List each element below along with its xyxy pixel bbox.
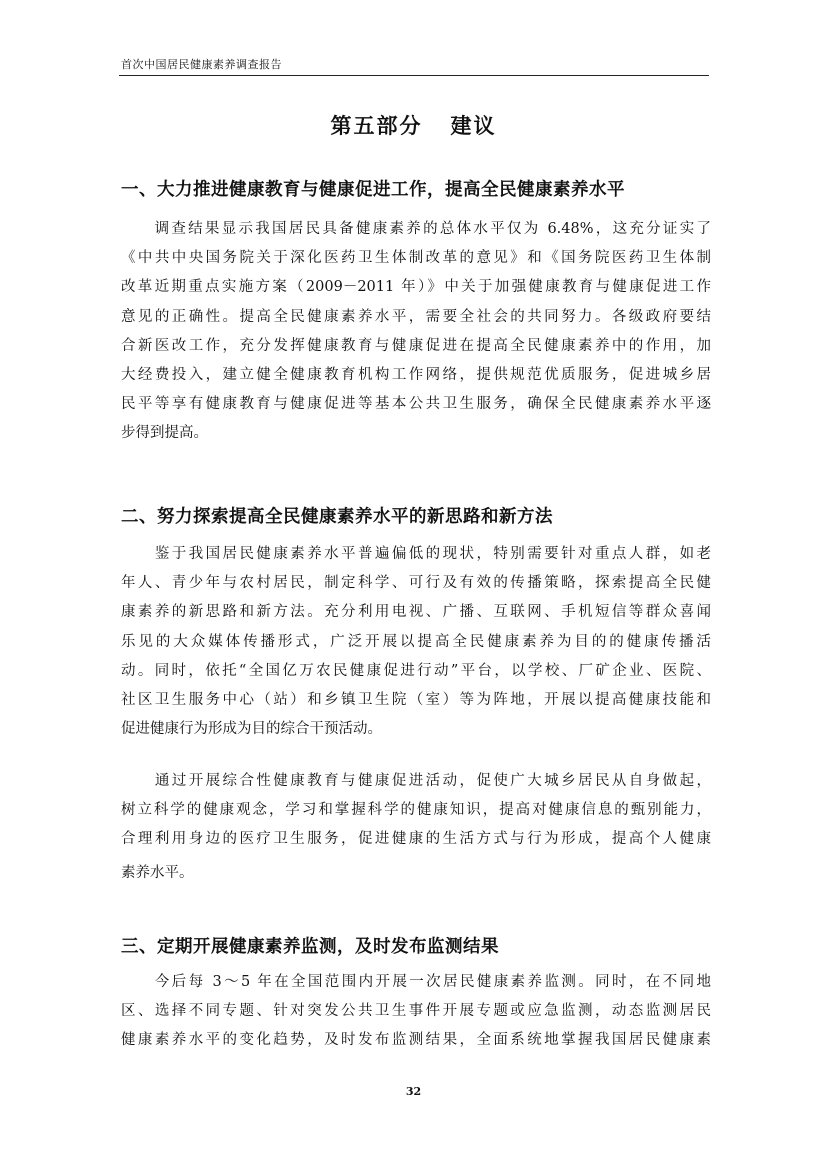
- page-number: 32: [405, 1085, 422, 1098]
- page-title: 第五部分 建议: [330, 114, 497, 138]
- paragraph-line: 步得到提高。: [121, 425, 208, 442]
- paragraph-line: 素养水平。: [121, 864, 194, 881]
- paragraph-line: 促进健康行为形成为目的综合干预活动。: [121, 721, 382, 738]
- paragraph-line: 乐见的大众媒体传播形式，广泛开展以提高全民健康素养为目的的健康传播活: [121, 633, 711, 650]
- paragraph-line: 合理利用身边的医疗卫生服务，促进健康的生活方式与行为形成，提高个人健康: [121, 831, 711, 848]
- paragraph-line: 意见的正确性。提高全民健康素养水平，需要全社会的共同努力。各级政府要结: [121, 308, 711, 325]
- section-heading-3: 三、定期开展健康素养监测，及时发布监测结果: [121, 937, 499, 957]
- paragraph-line: 改革近期重点实施方案（2009－2011 年）》中关于加强健康教育与健康促进工作: [121, 279, 711, 296]
- paragraph-line: 《中共中央国务院关于深化医药卫生体制改革的意见》和《国务院医药卫生体制: [121, 250, 711, 267]
- header-divider: [119, 75, 709, 76]
- paragraph-line: 年人、青少年与农村居民，制定科学、可行及有效的传播策略，探索提高全民健: [121, 575, 711, 592]
- running-header: 首次中国居民健康素养调查报告: [121, 58, 282, 71]
- section-3-paragraph-1: [121, 968, 711, 1056]
- paragraph-line: 调查结果显示我国居民具备健康素养的总体水平仅为 6.48%，这充分证实了: [121, 221, 711, 237]
- paragraph-line: 鉴于我国居民健康素养水平普遍偏低的现状，特别需要针对重点人群，如老: [121, 546, 711, 562]
- paragraph-line: 动。同时，依托“全国亿万农民健康促进行动”平台，以学校、厂矿企业、医院、: [121, 662, 711, 679]
- paragraph-line: 康素养的新思路和新方法。充分利用电视、广播、互联网、手机短信等群众喜闻: [121, 604, 711, 621]
- paragraph-line: 区、选择不同专题、针对突发公共卫生事件开展专题或应急监测，动态监测居民: [121, 1003, 711, 1020]
- paragraph-line: 民平等享有健康教育与健康促进等基本公共卫生服务，确保全民健康素养水平逐: [121, 396, 711, 413]
- paragraph-line: 大经费投入，建立健全健康教育机构工作网络，提供规范优质服务，促进城乡居: [121, 367, 711, 384]
- paragraph-line: 通过开展综合性健康教育与健康促进活动，促使广大城乡居民从自身做起，: [121, 773, 711, 789]
- paragraph-line: 树立科学的健康观念，学习和掌握科学的健康知识，提高对健康信息的甄别能力，: [121, 802, 711, 819]
- paragraph-line: 社区卫生服务中心（站）和乡镇卫生院（室）等为阵地，开展以提高健康技能和: [121, 692, 711, 709]
- section-2-paragraph-1: [121, 540, 711, 744]
- section-heading-1: 一、大力推进健康教育与健康促进工作，提高全民健康素养水平: [121, 180, 625, 200]
- section-1-paragraph-1: [121, 186, 711, 449]
- paragraph-line: 合新医改工作，充分发挥健康教育与健康促进在提高全民健康素养中的作用，加: [121, 337, 711, 354]
- paragraph-line: 今后每 3～5 年在全国范围内开展一次居民健康素养监测。同时，在不同地: [121, 974, 711, 990]
- section-2-paragraph-2: [121, 767, 711, 888]
- paragraph-line: 健康素养水平的变化趋势，及时发布监测结果，全面系统地掌握我国居民健康素: [121, 1032, 711, 1049]
- section-heading-2: 二、努力探索提高全民健康素养水平的新思路和新方法: [121, 507, 553, 527]
